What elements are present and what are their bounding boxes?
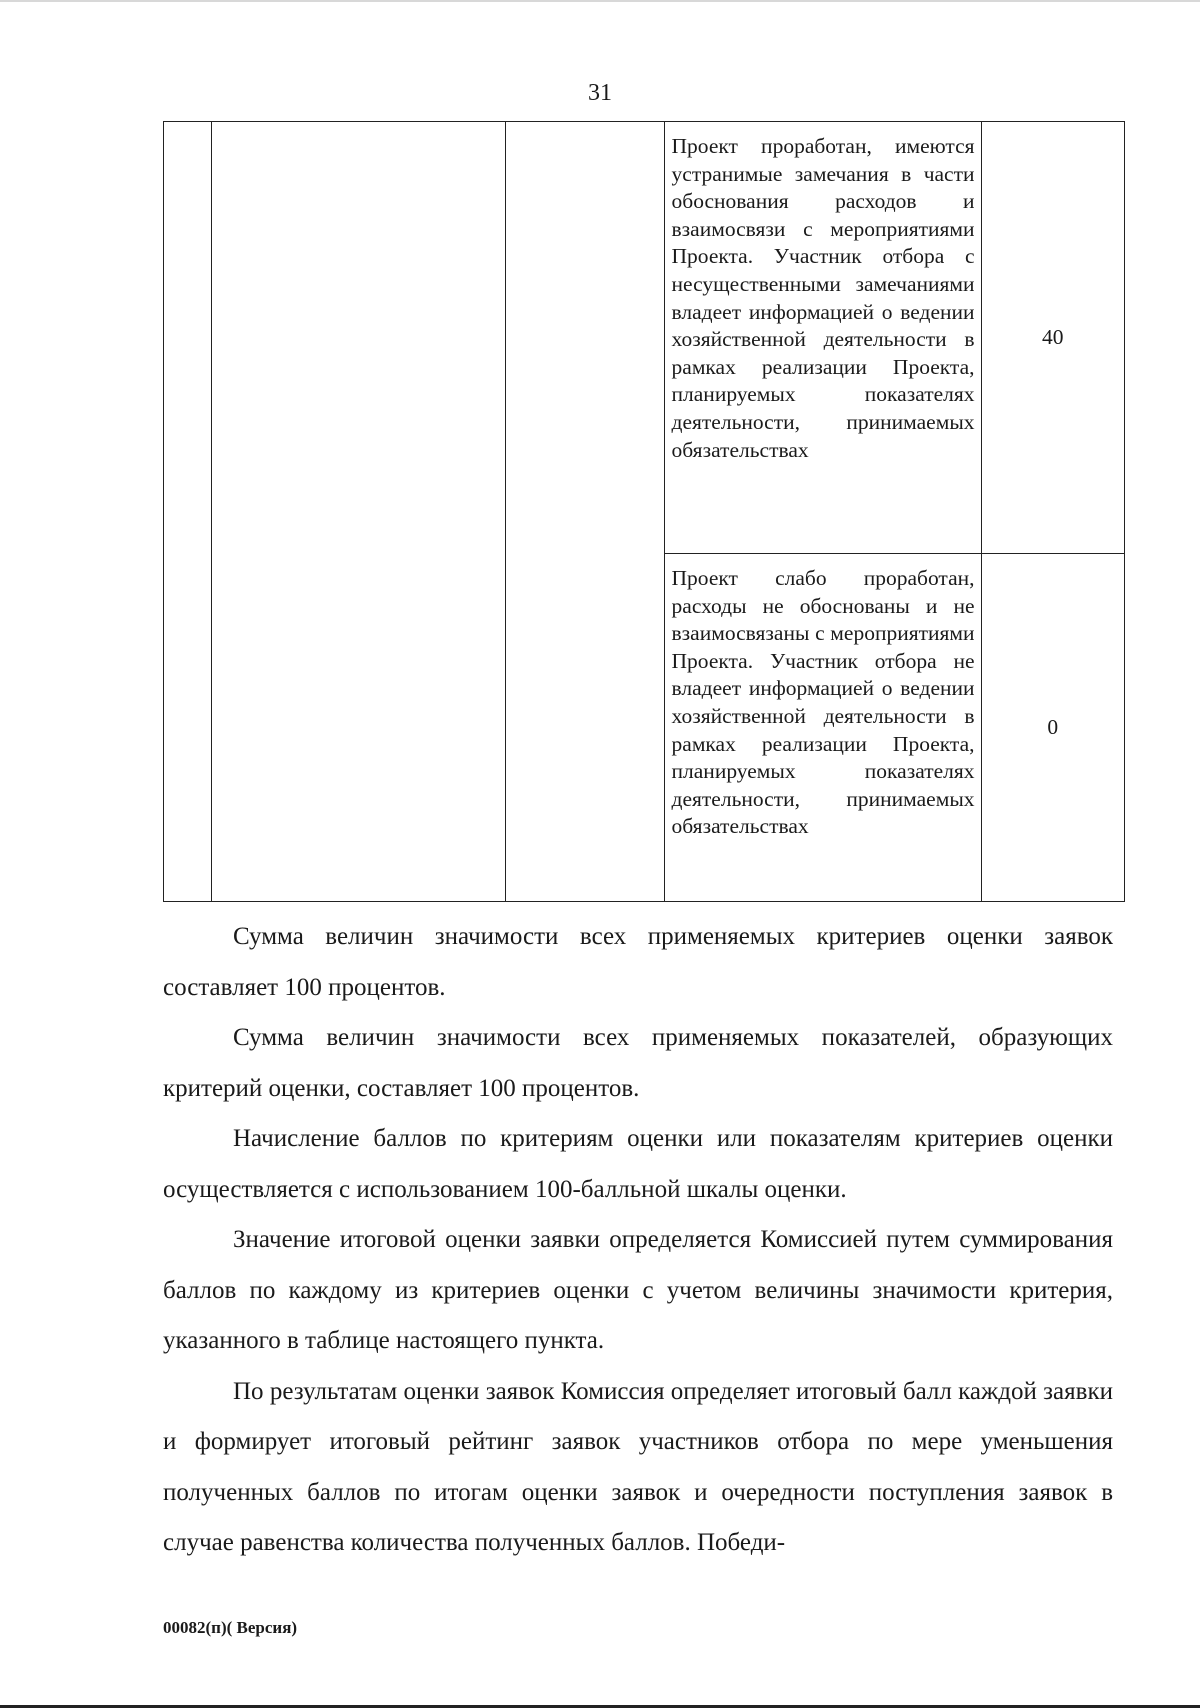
paragraph: Сумма величин значимости всех применяемых критериев оценки заявок составляет 100 процентов. [163, 923, 1113, 1001]
page-number: 31 [588, 80, 612, 106]
table-cell-description: Проект проработан, имеются устранимые замечания в части обоснования расходов и взаимосвязи с мероприятиями Проекта. Участник отбора с несущественными замечаниями владеет информацией о ведении хозяйственной деятельности в рамках реализации Проекта, планируемых показателях деятельности, принимаемых обязательствах [664, 122, 981, 554]
table-cell-criterion [212, 122, 506, 902]
table-cell-number [164, 122, 212, 902]
scan-edge-top [0, 0, 1200, 2]
body-text [163, 912, 1113, 1569]
table-cell-description: Проект слабо проработан, расходы не обоснованы и не взаимосвязаны с мероприятиями Проекта. Участник отбора не владеет информацией о ведении хозяйственной деятельности в рамках реализации Проекта, планируемых показателях деятельности, принимаемых обязательствах [664, 554, 981, 902]
paragraph: По результатам оценки заявок Комиссия определяет итоговый балл каждой заявки и формирует итоговый рейтинг заявок участников отбора по мере уменьшения полученных баллов по итогам оценки заявок и очередности поступления заявок в случае равенства количества полученных баллов. Победи- [163, 1377, 1113, 1556]
paragraph: Сумма величин значимости всех применяемых показателей, образующих критерий оценки, составляет 100 процентов. [163, 1024, 1113, 1102]
table-cell-score: 40 [981, 122, 1124, 554]
table-cell-score: 0 [981, 554, 1124, 902]
table-cell-indicator [506, 122, 664, 902]
criteria-table [163, 121, 1125, 902]
paragraph: Начисление баллов по критериям оценки или показателям критериев оценки осуществляется с использованием 100-балльной шкалы оценки. [163, 1125, 1113, 1203]
paragraph: Значение итоговой оценки заявки определяется Комиссией путем суммирования баллов по каждому из критериев оценки с учетом величины значимости критерия, указанного в таблице настоящего пункта. [163, 1226, 1113, 1354]
document-footer: 00082(п)( Версия) [163, 1618, 298, 1637]
table-row [164, 122, 1125, 554]
